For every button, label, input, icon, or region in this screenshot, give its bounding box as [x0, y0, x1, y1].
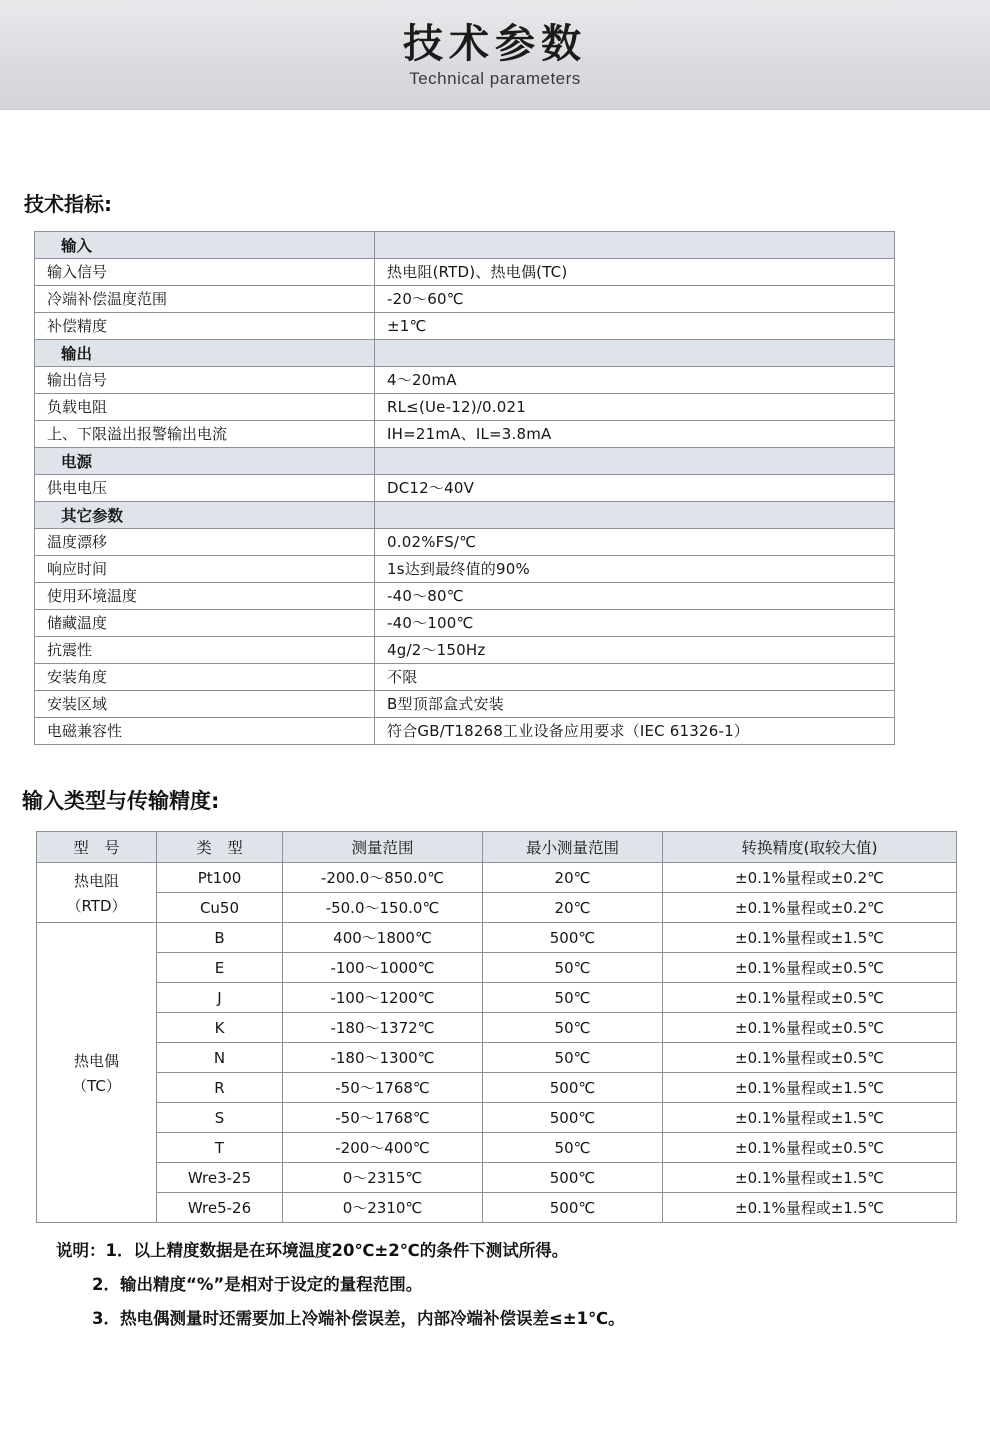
spec-label: 输出信号 [35, 367, 375, 394]
conversion-accuracy: ±0.1%量程或±0.5℃ [663, 1013, 957, 1043]
spec-label: 输出 [35, 340, 375, 367]
measuring-range: -50～1768℃ [283, 1103, 483, 1133]
min-measuring-range: 50℃ [483, 1133, 663, 1163]
sensor-group-abbr: （RTD） [66, 896, 127, 915]
spec-label: 其它参数 [35, 502, 375, 529]
table-row [35, 286, 895, 313]
spec-value [375, 232, 895, 259]
sensor-group-abbr: （TC） [72, 1076, 121, 1095]
spec-label: 负载电阻 [35, 394, 375, 421]
spec-value: 1s达到最终值的90% [375, 556, 895, 583]
spec-label: 输入信号 [35, 259, 375, 286]
sensor-group-name: 热电阻 [73, 871, 119, 890]
table-row [37, 1193, 957, 1223]
min-measuring-range: 500℃ [483, 1073, 663, 1103]
conversion-accuracy: ±0.1%量程或±0.2℃ [663, 863, 957, 893]
table-row [35, 610, 895, 637]
conversion-accuracy: ±0.1%量程或±0.2℃ [663, 893, 957, 923]
spec-label: 输入 [35, 232, 375, 259]
page-banner [0, 0, 990, 110]
spec-section-heading: 技术指标: [24, 192, 112, 216]
table-row [37, 1073, 957, 1103]
note-text: 以上精度数据是在环境温度20℃±2℃的条件下测试所得。 [133, 1241, 569, 1260]
column-header-range: 测量范围 [283, 832, 483, 863]
sensor-type: K [157, 1013, 283, 1043]
min-measuring-range: 500℃ [483, 1163, 663, 1193]
spec-value: 0.02%FS/℃ [375, 529, 895, 556]
notes-label: 说明： [56, 1241, 106, 1260]
conversion-accuracy: ±0.1%量程或±0.5℃ [663, 1133, 957, 1163]
spec-value: 不限 [375, 664, 895, 691]
sensor-type: J [157, 983, 283, 1013]
conversion-accuracy: ±0.1%量程或±0.5℃ [663, 1043, 957, 1073]
table-row [35, 259, 895, 286]
spec-group-row [35, 448, 895, 475]
note-text: 输出精度“%”是相对于设定的量程范围。 [119, 1274, 423, 1294]
spec-value: RL≤(Ue-12)/0.021 [375, 394, 895, 421]
measuring-range: -200～400℃ [283, 1133, 483, 1163]
spec-value: DC12～40V [375, 475, 895, 502]
spec-label: 上、下限溢出报警输出电流 [35, 421, 375, 448]
spec-label: 温度漂移 [35, 529, 375, 556]
sensor-type: Pt100 [157, 863, 283, 893]
spec-value: 4～20mA [375, 367, 895, 394]
table-row [35, 421, 895, 448]
spec-label: 供电电压 [35, 475, 375, 502]
note-number: 1． [105, 1241, 134, 1260]
note-number: 3． [92, 1308, 120, 1328]
table-row [35, 637, 895, 664]
spec-value: B型顶部盒式安装 [375, 691, 895, 718]
table-row [37, 863, 957, 893]
spec-value [375, 448, 895, 475]
table-row [37, 1133, 957, 1163]
table-row [37, 983, 957, 1013]
spec-label: 响应时间 [35, 556, 375, 583]
spec-value: IH=21mA、IL=3.8mA [375, 421, 895, 448]
document-content [0, 188, 990, 1331]
spec-value: -40～80℃ [375, 583, 895, 610]
spec-value: -20～60℃ [375, 286, 895, 313]
note-text: 热电偶测量时还需要加上冷端补偿误差，内部冷端补偿误差≤±1℃。 [119, 1308, 625, 1328]
sensor-type: B [157, 923, 283, 953]
table-row [35, 583, 895, 610]
sensor-type: R [157, 1073, 283, 1103]
table-row [35, 664, 895, 691]
min-measuring-range: 50℃ [483, 953, 663, 983]
measuring-range: 0～2310℃ [283, 1193, 483, 1223]
spec-label: 使用环境温度 [35, 583, 375, 610]
spec-label: 冷端补偿温度范围 [35, 286, 375, 313]
column-header-type: 类 型 [157, 832, 283, 863]
measuring-range: -200.0～850.0℃ [283, 863, 483, 893]
sensor-group-label [37, 863, 157, 923]
measuring-range: -180～1372℃ [283, 1013, 483, 1043]
conversion-accuracy: ±0.1%量程或±1.5℃ [663, 1193, 957, 1223]
spec-label: 电磁兼容性 [35, 718, 375, 745]
sensor-type: S [157, 1103, 283, 1133]
min-measuring-range: 20℃ [483, 893, 663, 923]
table-row [37, 893, 957, 923]
column-header-accuracy: 转换精度(取较大值) [663, 832, 957, 863]
table-row [35, 475, 895, 502]
spec-value: -40～100℃ [375, 610, 895, 637]
conversion-accuracy: ±0.1%量程或±1.5℃ [663, 923, 957, 953]
specifications-table [34, 231, 895, 745]
sensor-type: E [157, 953, 283, 983]
input-type-accuracy-table [36, 831, 957, 1223]
conversion-accuracy: ±0.1%量程或±1.5℃ [663, 1073, 957, 1103]
table-row [37, 1163, 957, 1193]
table-row [37, 1013, 957, 1043]
column-header-min-range: 最小测量范围 [483, 832, 663, 863]
spec-group-row [35, 502, 895, 529]
banner-title: 技术参数 [403, 20, 587, 67]
conversion-accuracy: ±0.1%量程或±0.5℃ [663, 983, 957, 1013]
table-row [37, 953, 957, 983]
notes-block [56, 1239, 968, 1331]
spec-label: 安装角度 [35, 664, 375, 691]
note-number: 2． [92, 1274, 120, 1294]
conversion-accuracy: ±0.1%量程或±0.5℃ [663, 953, 957, 983]
spec-value [375, 340, 895, 367]
sensor-type: T [157, 1133, 283, 1163]
note-item [92, 1307, 968, 1332]
table-row [35, 313, 895, 340]
measuring-range: 0～2315℃ [283, 1163, 483, 1193]
conversion-accuracy: ±0.1%量程或±1.5℃ [663, 1163, 957, 1193]
measuring-range: 400～1800℃ [283, 923, 483, 953]
table-row [35, 718, 895, 745]
column-header-model: 型 号 [37, 832, 157, 863]
min-measuring-range: 20℃ [483, 863, 663, 893]
min-measuring-range: 500℃ [483, 923, 663, 953]
table-row [35, 556, 895, 583]
spec-value: 热电阻(RTD)、热电偶(TC) [375, 259, 895, 286]
table-header-row [37, 832, 957, 863]
table-row [35, 367, 895, 394]
spec-value: 4g/2～150Hz [375, 637, 895, 664]
measuring-range: -50.0～150.0℃ [283, 893, 483, 923]
spec-label: 抗震性 [35, 637, 375, 664]
sensor-type: Cu50 [157, 893, 283, 923]
table-row [35, 691, 895, 718]
table-row [35, 529, 895, 556]
conversion-accuracy: ±0.1%量程或±1.5℃ [663, 1103, 957, 1133]
measuring-range: -180～1300℃ [283, 1043, 483, 1073]
min-measuring-range: 50℃ [483, 983, 663, 1013]
note-item [92, 1273, 968, 1298]
measuring-range: -50～1768℃ [283, 1073, 483, 1103]
min-measuring-range: 50℃ [483, 1043, 663, 1073]
sensor-group-label [37, 923, 157, 1223]
min-measuring-range: 500℃ [483, 1193, 663, 1223]
spec-label: 电源 [35, 448, 375, 475]
spec-label: 安装区域 [35, 691, 375, 718]
note-item [56, 1239, 968, 1264]
spec-label: 补偿精度 [35, 313, 375, 340]
accuracy-section-heading: 输入类型与传输精度: [22, 789, 220, 813]
sensor-group-name: 热电偶 [73, 1051, 119, 1070]
spec-group-row [35, 340, 895, 367]
measuring-range: -100～1000℃ [283, 953, 483, 983]
spec-value: 符合GB/T18268工业设备应用要求（IEC 61326-1） [375, 718, 895, 745]
measuring-range: -100～1200℃ [283, 983, 483, 1013]
table-row [35, 394, 895, 421]
spec-label: 储藏温度 [35, 610, 375, 637]
spec-value: ±1℃ [375, 313, 895, 340]
table-row [37, 923, 957, 953]
min-measuring-range: 500℃ [483, 1103, 663, 1133]
sensor-type: Wre3-25 [157, 1163, 283, 1193]
banner-subtitle: Technical parameters [409, 68, 581, 88]
spec-group-row [35, 232, 895, 259]
spec-value [375, 502, 895, 529]
table-row [37, 1103, 957, 1133]
min-measuring-range: 50℃ [483, 1013, 663, 1043]
sensor-type: N [157, 1043, 283, 1073]
table-row [37, 1043, 957, 1073]
sensor-type: Wre5-26 [157, 1193, 283, 1223]
